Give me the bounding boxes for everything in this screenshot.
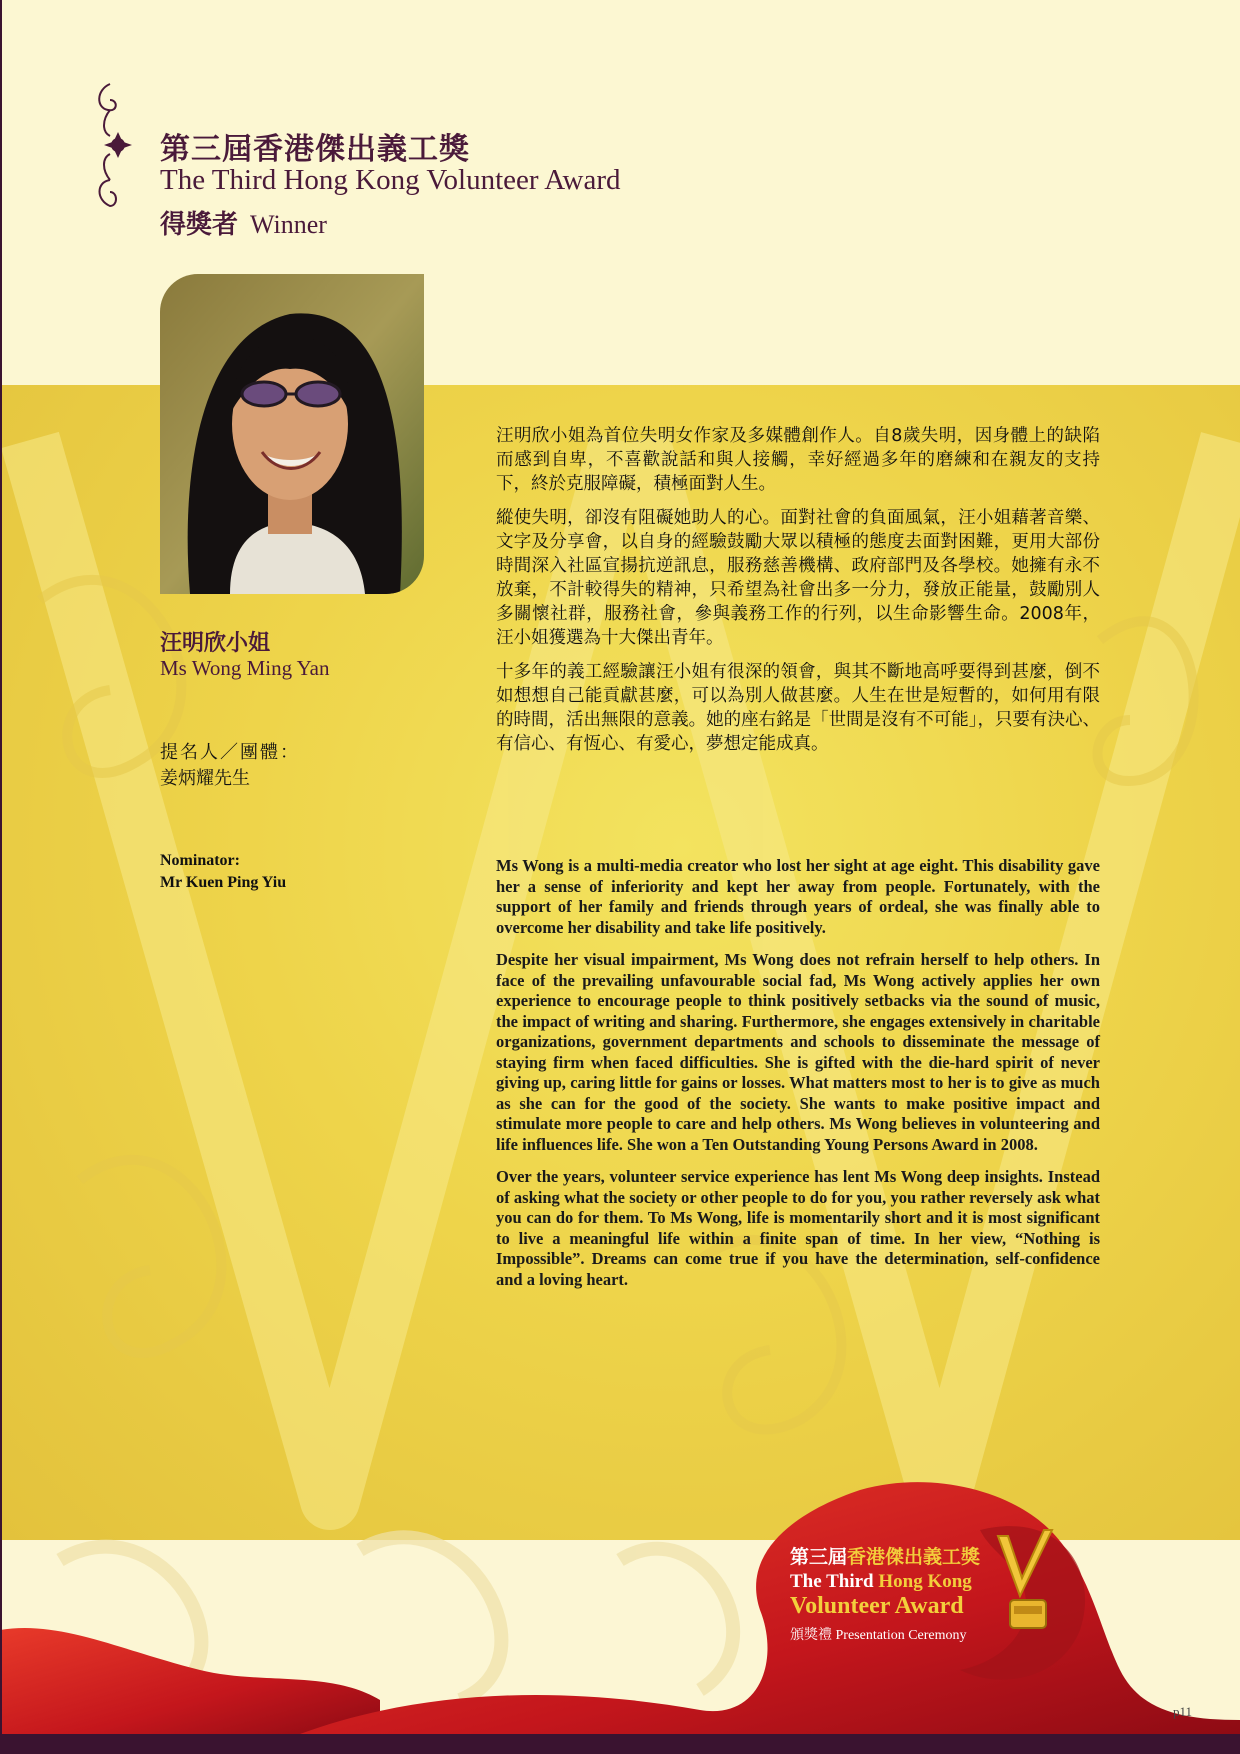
nominator-label-zh: 提名人／團體： <box>160 742 300 763</box>
bio-en-paragraph: Despite her visual impairment, Ms Wong does not refrain herself to help others. In face of the prevailing unfavourable social fad, Ms Wong actively applies her own experience to encourage people to think positively setbacks via the sound of music, the impact of writing and sharing. Furthermore, she engages extensively in charitable organizations, government departments and schools to disseminate the message of staying firm when faced difficulties. She is gifted with the die-hard spirit of never giving up, caring little for gains or losses. What matters most to her is to give as much as she can for the good of the society. She wants to make positive impact and stimulate more people to care and help others. Ms Wong believes in volunteering and life influences life. She won a Ten Outstanding Young Persons Award in 2008. <box>496 950 1100 1154</box>
winner-label-zh: 得獎者 <box>160 210 239 240</box>
logo-title-en-line1: The Third Hong Kong <box>790 1571 972 1592</box>
nominator-name-zh: 姜炳耀先生 <box>160 768 250 789</box>
logo-ceremony-label: 頒獎禮 Presentation Ceremony <box>790 1627 967 1643</box>
nominator-name-en: Mr Kuen Ping Yiu <box>160 874 287 891</box>
chinese-biography <box>496 424 1100 766</box>
award-title-en: The Third Hong Kong Volunteer Award <box>160 164 621 196</box>
winner-name-zh: 汪明欣小姐 <box>160 631 271 656</box>
winner-portrait-photo <box>160 274 424 594</box>
footer-bar <box>0 1734 1240 1754</box>
winner-label-en: Winner <box>250 210 327 239</box>
bio-zh-paragraph: 縱使失明，卻沒有阻礙她助人的心。面對社會的負面風氣，汪小姐藉著音樂、文字及分享會，以自身的經驗鼓勵大眾以積極的態度去面對困難，更用大部份時間深入社區宣揚抗逆訊息，服務慈善機構、政府部門及各學校。她擁有永不放棄，不計較得失的精神，只希望為社會出多一分力，發放正能量，鼓勵別人多關懷社群，服務社會，參與義務工作的行列，以生命影響生命。2008年，汪小姐獲選為十大傑出青年。 <box>496 508 1100 648</box>
nominator-label-en: Nominator: <box>160 852 240 869</box>
logo-title-en-line2: Volunteer Award <box>790 1593 964 1619</box>
bio-en-paragraph: Ms Wong is a multi-media creator who lost her sight at age eight. This disability gave her a sense of inferiority and kept her away from people. Fortunately, with the support of her family and friends through years of ordeal, she was finally able to overcome her disability and take life positively. <box>496 856 1100 937</box>
bio-en-paragraph: Over the years, volunteer service experience has lent Ms Wong deep insights. Instead of asking what the society or other people to do for you, you rather reversely ask what you can do for them. To Ms Wong, life is momentarily short and it is most significant to live a meaningful life within a finite span of time. In her view, “Nothing is Impossible”. Dreams can come true if you have the determination, self-confidence and a loving heart. <box>496 1167 1100 1289</box>
logo-title-zh: 第三屆香港傑出義工獎 <box>790 1546 981 1568</box>
english-biography <box>496 856 1100 1302</box>
bio-zh-paragraph: 汪明欣小姐為首位失明女作家及多媒體創作人。自8歲失明，因身體上的缺陷而感到自卑，不喜歡說話和與人接觸，幸好經過多年的磨練和在親友的支持下，終於克服障礙，積極面對人生。 <box>496 426 1100 494</box>
page-number: p11 <box>1173 1704 1193 1719</box>
winner-heading <box>160 204 327 241</box>
award-logo <box>790 1542 1040 1644</box>
winner-name-en: Ms Wong Ming Yan <box>160 656 330 680</box>
bio-zh-paragraph: 十多年的義工經驗讓汪小姐有很深的領會，與其不斷地高呼要得到甚麼，倒不如想想自己能貢獻甚麼，可以為別人做甚麼。人生在世是短暫的，如何用有限的時間，活出無限的意義。她的座右銘是「世間是沒有不可能」，只要有決心、有信心、有恆心、有愛心，夢想定能成真。 <box>496 662 1100 754</box>
scroll-ornament-icon <box>88 80 138 210</box>
award-title-zh: 第三屆香港傑出義工獎 <box>160 132 470 167</box>
left-edge-bar <box>0 0 2 1734</box>
